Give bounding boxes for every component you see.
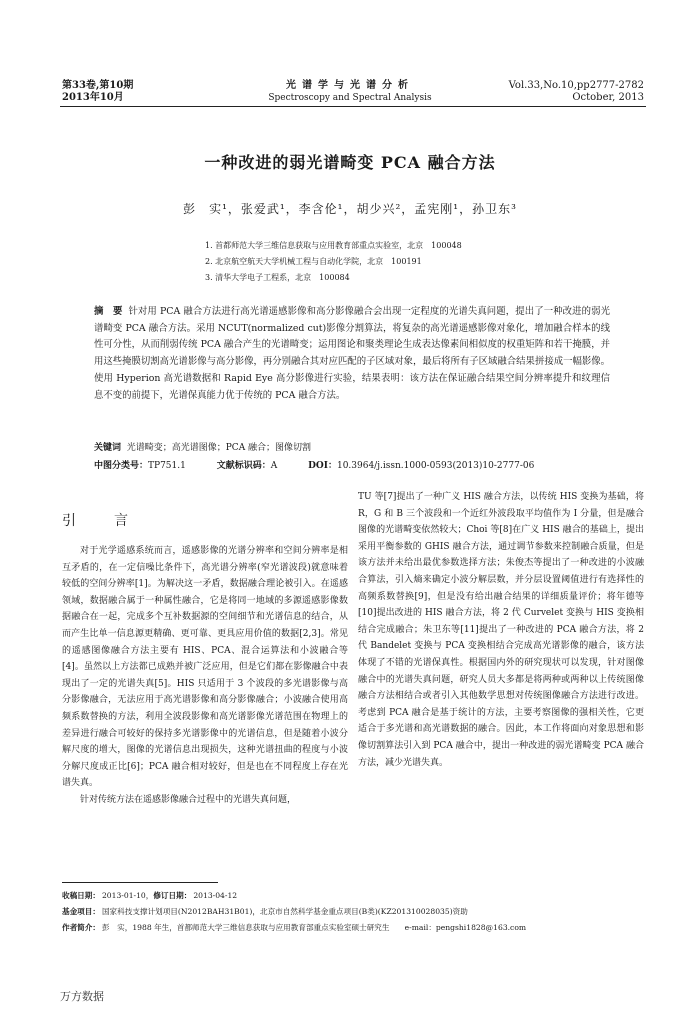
clc-label: 中图分类号：: [94, 461, 149, 471]
doc-code-label: 文献标识码：: [216, 461, 271, 471]
paper-title: 一种改进的弱光谱畸变 PCA 融合方法: [204, 153, 496, 172]
date-en: October, 2013: [572, 92, 644, 103]
footnote-dates: [62, 888, 652, 904]
doc-code-value: A: [270, 461, 278, 471]
bio-label: 作者简介：: [62, 922, 100, 932]
footnote-bio: [62, 920, 652, 936]
keywords-text: 光谱畸变；高光谱图像；PCA 融合；图像切割: [126, 443, 312, 453]
left-paragraph-2: 针对传统方法在遥感影像融合过程中的光谱失真问题，: [80, 794, 297, 805]
abstract-label: 摘 要: [94, 306, 123, 317]
fund-text: 国家科技支撑计划项目(N2012BAH31B01)，北京市自然科学基金重点项目(B类)(KZ201310028035)资助: [101, 906, 468, 916]
volume-cn: 第33卷,第10期: [62, 80, 134, 91]
revised-label: 修订日期：: [153, 891, 192, 900]
right-paragraph-1: TU 等[7]提出了一种广义 HIS 融合方法，以传统 HIS 变换为基础，将 R，G 和 B 三个波段和一个近红外波段取平均值作为 I 分量，但是融合图像的光谱畸变依然较大；Choi 等[8]在广义 HIS 融合的基础上，提出采用平衡参数的 GHIS 融合方法，通过调节参数来控制融合质量，但是该方法并未给出最优参数选择方法；朱俊杰等提出了一种改进的小波融合算法，引入熵来确定小波分解层数，并分层设置阈值进行有选择性的高频系数替换[9]，但是没有给出融合结果的详细质量评价；将年德等[10]提出改进的 HIS 融合方法，将 2 代 Curvelet 变换与 HIS 变换相结合完成融合；朱卫东等[11]提出了一种改进的 PCA 融合方法，将 2 代 Bandelet 变换与 PCA 变换相结合完成高光谱影像的融合，该方法体现了不错的光谱保真性。根据国内外的研究现状可以发现，针对图像融合中的光谱失真问题，研究人员大多都是将两种或两种以上传统图像融合方法相结合或者引入其他数学思想对传统图像融合方法进行改进。考虑到 PCA 融合是基于统计的方法，主要考察图像的强相关性，它更适合于多光谱和高光谱数据的融合。因此，本工作将面向对象思想和影像切割算法引入到 PCA 融合中，提出一种改进的弱光谱畸变 PCA 融合方法，减少光谱失真。: [358, 492, 644, 768]
classification-line: [94, 458, 562, 474]
received-date: 2013-01-10，: [101, 891, 154, 900]
abstract: [94, 304, 610, 404]
doi-value: 10.3964/j.issn.1000-0593(2013)10-2777-06: [336, 461, 535, 471]
journal-name-en: Spectroscopy and Spectral Analysis: [268, 93, 432, 103]
left-column: [62, 543, 348, 809]
abstract-text: 针对用 PCA 融合方法进行高光谱遥感影像和高分影像融合会出现一定程度的光谱失真问题，提出了一种改进的弱光谱畸变 PCA 融合方法。采用 NCUT(normalized cut)影像分割算法，将复杂的高光谱遥感影像对象化，增加融合样本的线性可分性，从而削弱传统 PCA 融合产生的光谱畸变；运用图论和聚类理论生成表达像素间相似度的权重矩阵和若干掩膜，并用这些掩膜切割高光谱影像与高分影像，再分别融合其对应匹配的子区域对象，最后将所有子区域融合结果拼接成一幅影像。使用 Hyperion 高光谱数据和 Rapid Eye 高分影像进行实验，结果表明：该方法在保证融合结果空间分辨率提升和纹理信息不变的前提下，光谱保真能力优于传统的 PCA 融合方法。: [94, 306, 610, 401]
watermark: 万方数据: [60, 990, 104, 1003]
header-rule: [60, 106, 646, 107]
footnotes: [62, 888, 652, 935]
right-column: [358, 489, 644, 771]
revised-date: 2013-04-12: [193, 891, 238, 900]
affiliation-2: 2. 北京航空航天大学机械工程与自动化学院，北京 100191: [205, 257, 422, 266]
journal-name-cn: 光谱学与光谱分析: [286, 80, 414, 91]
left-paragraph-1: 对于光学遥感系统而言，遥感影像的光谱分辨率和空间分辨率是相互矛盾的，在一定信噪比条件下，高光谱分辨率(窄光谱波段)就意味着较低的空间分辨率[1]。为解决这一矛盾，数据融合理论被引入。在遥感领域，数据融合属于一种属性融合，它是将同一地域的多源遥感影像数据融合在一起，完成多个互补数据源的空间细节和光谱信息的结合，从而产生比单一信息源更精确、更可靠、更具应用价值的数据[2,3]。常见的遥感图像融合方法主要有 HIS、PCA、混合运算法和小波融合等[4]。虽然以上方法都已成熟并被广泛应用，但是它们都在影像融合中表现出了一定的光谱失真[5]。HIS 只适用于 3 个波段的多光谱影像与高分影像融合，无法应用于高光谱影像和高分影像融合；小波融合使用高频系数替换的方法，利用全波段影像和高光谱影像光谱范围在物理上的差异进行融合可较好的保持多光谱影像中的光谱信息，但是随着小波分解尺度的增大，图像的光谱信息出现损失，这种光谱扭曲的程度与小波分解尺度成正比[6]；PCA 融合相对较好，但是也在不同程度上存在光谱失真。: [62, 546, 348, 789]
affiliations: [205, 238, 462, 286]
affiliation-1: 1. 首都师范大学三维信息获取与应用教育部重点实验室，北京 100048: [205, 241, 462, 250]
author-list: 彭 实¹，张爱武¹，李含伦¹，胡少兴²，孟宪刚¹，孙卫东³: [183, 202, 517, 216]
volume-en: Vol.33,No.10,pp2777-2782: [508, 80, 644, 91]
keywords-label: 关键词: [94, 443, 122, 453]
clc-value: TP751.1: [148, 461, 186, 471]
header-center: [230, 80, 470, 104]
footnote-rule: [62, 882, 218, 883]
header-right: [509, 80, 644, 104]
received-label: 收稿日期：: [62, 891, 100, 900]
section-title-introduction: 引 言: [62, 513, 140, 529]
bio-text: 彭 实，1988 年生，首都师范大学三维信息获取与应用教育部重点实验室硕士研究生 e-mail：pengshi1828@163.com: [101, 922, 527, 932]
keywords: [94, 440, 610, 456]
date-cn: 2013年10月: [62, 92, 124, 103]
footnote-fund: [62, 904, 652, 920]
affiliation-3: 3. 清华大学电子工程系，北京 100084: [205, 273, 350, 282]
header-left: [62, 80, 133, 104]
fund-label: 基金项目：: [62, 906, 100, 916]
doi-label: DOI：: [308, 461, 337, 471]
